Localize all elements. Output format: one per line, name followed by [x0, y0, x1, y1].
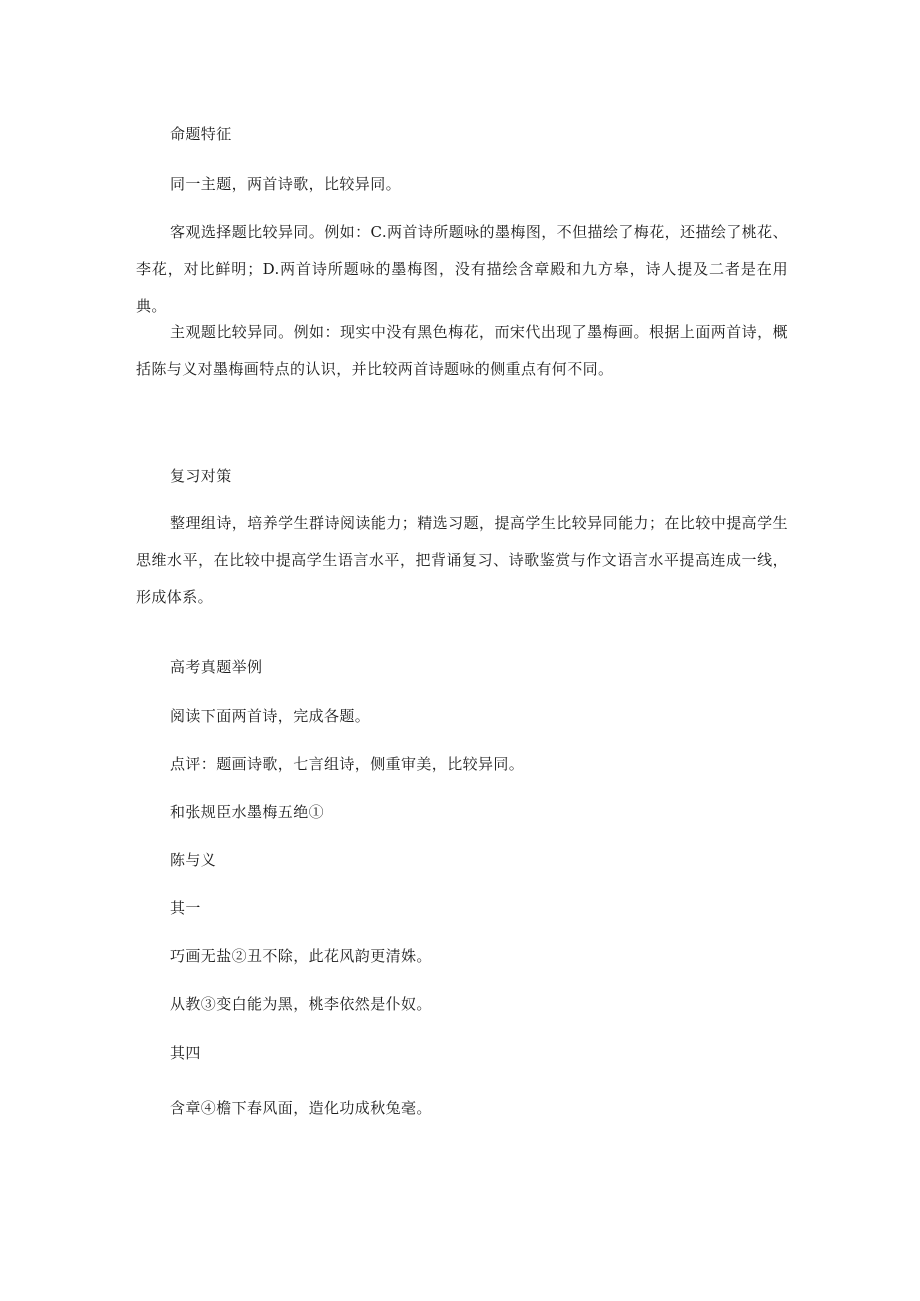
poem-line: 含章④檐下春风面，造化功成秋兔毫。 [170, 1099, 432, 1117]
poem-part-one-label: 其一 [170, 899, 201, 917]
poem-title: 和张规臣水墨梅五绝① [170, 803, 325, 821]
paragraph-subjective-question: 主观题比较异同。例如：现实中没有黑色梅花，而宋代出现了墨梅画。根据上面两首诗，概括陈与义对墨梅画特点的认识，并比较两首诗题咏的侧重点有何不同。 [136, 323, 788, 378]
line-reading-instruction: 阅读下面两首诗，完成各题。 [170, 707, 371, 725]
section-heading-fuxi: 复习对策 [170, 467, 232, 485]
section-heading-gaokao: 高考真题举例 [170, 658, 263, 676]
paragraph-objective-question: 客观选择题比较异同。例如：C.两首诗所题咏的墨梅图，不但描绘了梅花，还描绘了桃花、李花，对比鲜明；D.两首诗所题咏的墨梅图，没有描绘含章殿和九方皋，诗人提及二者是在用典。 [136, 223, 788, 315]
poem-line: 巧画无盐②丑不除，此花风韵更清姝。 [170, 947, 432, 965]
poem-author: 陈与义 [170, 851, 217, 869]
poem-line: 从教③变白能为黑，桃李依然是仆奴。 [170, 995, 432, 1013]
section-heading-mingti: 命题特征 [170, 125, 232, 143]
paragraph-topic-summary: 同一主题，两首诗歌，比较异同。 [170, 175, 402, 193]
line-comment: 点评：题画诗歌，七言组诗，侧重审美，比较异同。 [170, 755, 525, 773]
paragraph-review-strategy: 整理组诗，培养学生群诗阅读能力；精选习题，提高学生比较异同能力；在比较中提高学生思维水平，在比较中提高学生语言水平，把背诵复习、诗歌鉴赏与作文语言水平提高连成一线，形成体系。 [136, 514, 788, 606]
poem-part-four-label: 其四 [170, 1044, 201, 1062]
